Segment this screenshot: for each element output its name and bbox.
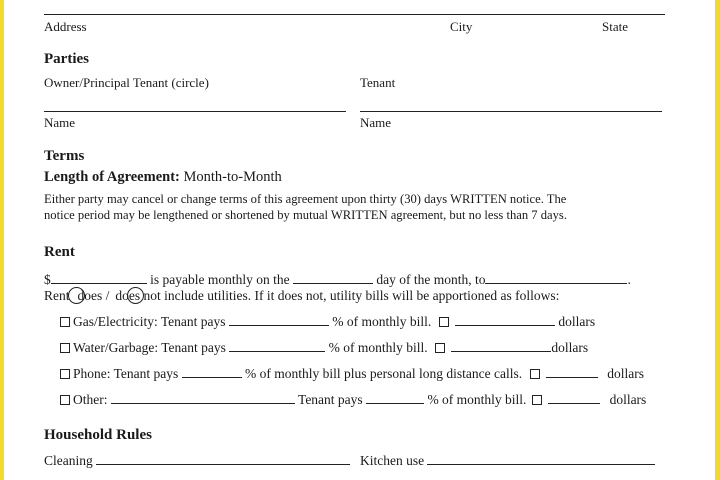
household-rules-heading: Household Rules xyxy=(44,427,152,443)
other-label: Other: xyxy=(73,392,108,407)
gas-dollars-checkbox[interactable] xyxy=(439,317,449,327)
water-pct-text: % of monthly bill. xyxy=(328,340,428,355)
tenant-label: Tenant xyxy=(360,75,396,90)
parties-heading: Parties xyxy=(44,51,89,67)
kitchen-row xyxy=(360,453,655,469)
state-label: State xyxy=(602,19,628,34)
address-label: Address xyxy=(44,19,87,34)
other-description-field[interactable] xyxy=(111,393,295,404)
day-of-month-text: day of the month, to xyxy=(376,272,486,287)
rental-agreement-page xyxy=(4,0,715,480)
owner-name-line[interactable] xyxy=(44,111,346,112)
water-percent-field[interactable] xyxy=(229,341,325,352)
phone-label: Phone: Tenant pays xyxy=(73,366,179,381)
tenant-name-line[interactable] xyxy=(360,111,662,112)
rent-utilities-line xyxy=(44,288,559,304)
utility-row-other xyxy=(60,392,646,408)
utility-row-phone xyxy=(60,366,644,382)
city-label: City xyxy=(450,19,473,34)
length-of-agreement xyxy=(44,169,282,186)
phone-dollars-field[interactable] xyxy=(546,367,598,378)
length-label: Length of Agreement: xyxy=(44,169,180,185)
phone-percent-field[interactable] xyxy=(182,367,242,378)
rent-payable-line xyxy=(44,272,631,288)
other-checkbox[interactable] xyxy=(60,395,70,405)
phone-unit: dollars xyxy=(607,366,645,381)
cleaning-label: Cleaning xyxy=(44,453,93,468)
does-not-text: does not include utilities. If it does not, utility bills will be apportioned as follows: xyxy=(115,288,560,303)
length-value: Month-to-Month xyxy=(183,169,282,185)
gas-pct-text: % of monthly bill. xyxy=(332,314,432,329)
address-line[interactable] xyxy=(44,14,665,15)
water-checkbox[interactable] xyxy=(60,343,70,353)
other-pct-text: % of monthly bill. xyxy=(427,392,527,407)
gas-label: Gas/Electricity: Tenant pays xyxy=(73,314,226,329)
terms-heading: Terms xyxy=(44,148,85,164)
does-not-circle-option[interactable] xyxy=(127,287,144,304)
phone-pct-text: % of monthly bill plus personal long distance calls. xyxy=(245,366,523,381)
gas-unit: dollars xyxy=(558,314,596,329)
does-circle-option[interactable] xyxy=(68,287,85,304)
period: . xyxy=(627,272,631,287)
water-dollars-checkbox[interactable] xyxy=(435,343,445,353)
cleaning-row xyxy=(44,453,350,469)
other-unit: dollars xyxy=(609,392,647,407)
rent-amount-field[interactable] xyxy=(51,273,147,284)
gas-checkbox[interactable] xyxy=(60,317,70,327)
water-unit: dollars xyxy=(551,340,589,355)
rent-day-field[interactable] xyxy=(293,273,373,284)
phone-checkbox[interactable] xyxy=(60,369,70,379)
terms-paragraph-line-2: notice period may be lengthened or shortened by mutual WRITTEN agreement, but no less than 7 days. xyxy=(44,208,567,222)
water-dollars-field[interactable] xyxy=(451,341,551,352)
owner-name-label: Name xyxy=(44,115,76,130)
kitchen-field[interactable] xyxy=(427,454,655,465)
terms-paragraph-line-1: Either party may cancel or change terms of this agreement upon thirty (30) days WRITTEN notice. The xyxy=(44,192,567,206)
other-dollars-checkbox[interactable] xyxy=(532,395,542,405)
rent-heading: Rent xyxy=(44,244,75,260)
payable-text: is payable monthly on the xyxy=(150,272,290,287)
cleaning-field[interactable] xyxy=(96,454,350,465)
gas-dollars-field[interactable] xyxy=(455,315,555,326)
other-dollars-field[interactable] xyxy=(548,393,600,404)
utility-row-gas xyxy=(60,314,595,330)
rent-word: Rent xyxy=(44,288,70,303)
gas-percent-field[interactable] xyxy=(229,315,329,326)
phone-dollars-checkbox[interactable] xyxy=(530,369,540,379)
other-percent-field[interactable] xyxy=(366,393,424,404)
water-label: Water/Garbage: Tenant pays xyxy=(73,340,226,355)
dollar-sign: $ xyxy=(44,272,51,287)
does-text: does xyxy=(77,288,103,303)
tenant-name-label: Name xyxy=(360,115,392,130)
slash: / xyxy=(105,288,110,303)
other-tenant-pays: Tenant pays xyxy=(298,392,363,407)
utility-row-water xyxy=(60,340,588,356)
owner-label: Owner/Principal Tenant (circle) xyxy=(44,75,209,90)
kitchen-label: Kitchen use xyxy=(360,453,425,468)
rent-payee-field[interactable] xyxy=(485,273,627,284)
